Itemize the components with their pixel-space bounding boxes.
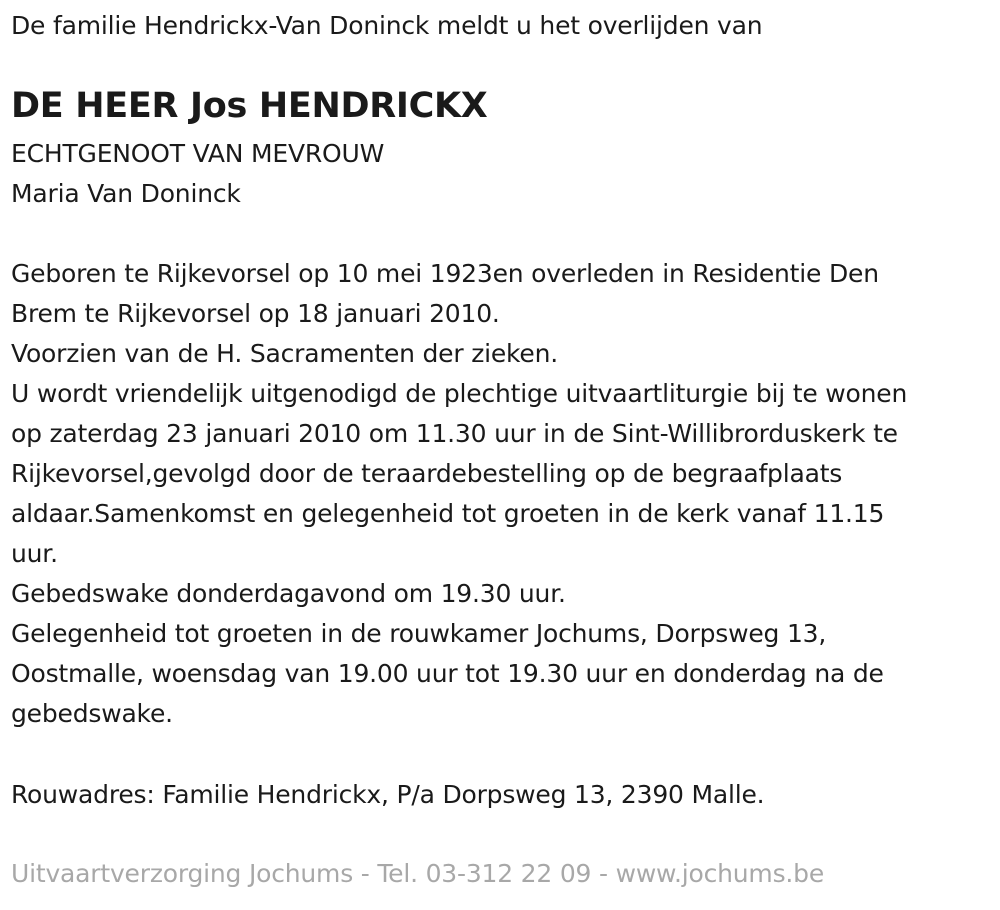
intro-text: De familie Hendrickx-Van Doninck meldt u het overlijden van — [11, 11, 763, 40]
body-line: uur. — [11, 539, 58, 568]
spouse-block — [11, 134, 384, 214]
deceased-name: DE HEER Jos HENDRICKX — [11, 86, 488, 126]
body-line: Voorzien van de H. Sacramenten der zieken. — [11, 339, 558, 368]
body-line: op zaterdag 23 januari 2010 om 11.30 uur in de Sint-Willibrorduskerk te — [11, 419, 898, 448]
body-line: Brem te Rijkevorsel op 18 januari 2010. — [11, 299, 500, 328]
notice-body — [11, 254, 907, 734]
body-line: Oostmalle, woensdag van 19.00 uur tot 19.30 uur en donderdag na de — [11, 659, 884, 688]
body-line: Geboren te Rijkevorsel op 10 mei 1923en overleden in Residentie Den — [11, 259, 879, 288]
body-line: Gebedswake donderdagavond om 19.30 uur. — [11, 579, 566, 608]
body-line: Gelegenheid tot groeten in de rouwkamer Jochums, Dorpsweg 13, — [11, 619, 827, 648]
spouse-line: ECHTGENOOT VAN MEVROUW — [11, 139, 385, 168]
funeral-director-footer: Uitvaartverzorging Jochums - Tel. 03-312 22 09 - www.jochums.be — [11, 859, 825, 888]
spouse-line: Maria Van Doninck — [11, 179, 241, 208]
mourning-address: Rouwadres: Familie Hendrickx, P/a Dorpsweg 13, 2390 Malle. — [11, 780, 765, 809]
body-line: aldaar.Samenkomst en gelegenheid tot groeten in de kerk vanaf 11.15 — [11, 499, 885, 528]
body-line: U wordt vriendelijk uitgenodigd de plechtige uitvaartliturgie bij te wonen — [11, 379, 908, 408]
body-line: Rijkevorsel,gevolgd door de teraardebestelling op de begraafplaats — [11, 459, 843, 488]
body-line: gebedswake. — [11, 699, 173, 728]
